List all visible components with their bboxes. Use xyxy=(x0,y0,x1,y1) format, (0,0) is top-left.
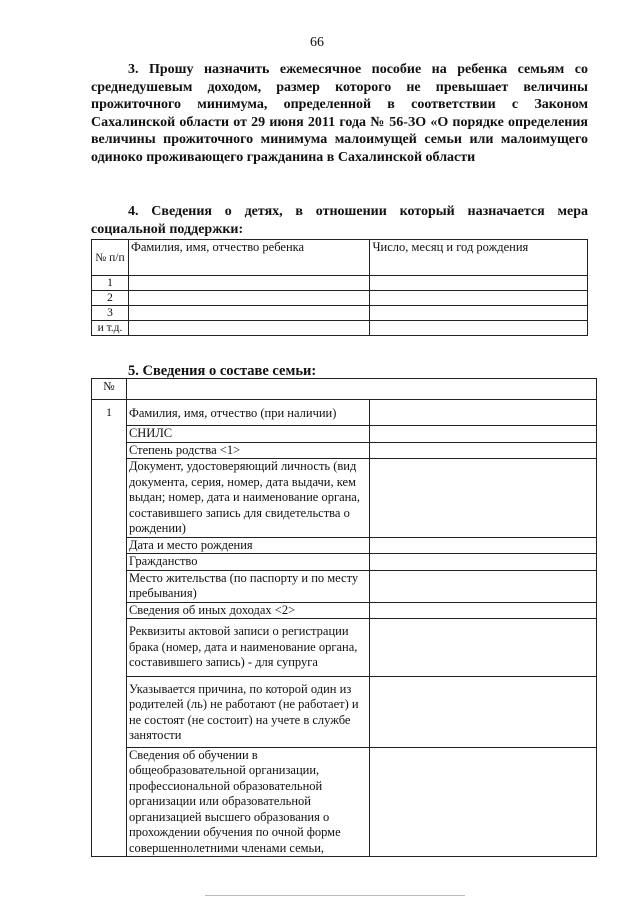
row-number: 2 xyxy=(92,291,129,306)
header-blank xyxy=(126,379,596,400)
table-row xyxy=(92,570,597,602)
family-composition-table xyxy=(91,378,597,857)
section-4-heading: 4. Сведения о детях, в отношении который назначается мера социальной поддержки: xyxy=(91,204,588,237)
field-label: Сведения об иных доходах <2> xyxy=(126,602,369,619)
member-number: 1 xyxy=(92,400,127,857)
birth-date-cell[interactable] xyxy=(370,291,588,306)
field-label: Указывается причина, по которой один из родителей (ль) не работают (не работает) и не состоят (не состоит) на учете в службе занятости xyxy=(126,676,369,747)
table-row xyxy=(92,459,597,538)
table-row xyxy=(92,321,588,336)
table-row xyxy=(92,747,597,857)
family-table-header xyxy=(92,379,597,400)
header-child-name: Фамилия, имя, отчество ребенка xyxy=(128,240,369,276)
table-row xyxy=(92,554,597,571)
field-value[interactable] xyxy=(369,400,596,426)
row-number: 1 xyxy=(92,276,129,291)
header-num: № п/п xyxy=(92,240,129,276)
field-label: Гражданство xyxy=(126,554,369,571)
section-3-paragraph: 3. Прошу назначить ежемесячное пособие на ребенка семьям со среднедушевым доходом, размер которого не превышает величины прожиточного минимума, определенной в соответствии с Законом Сахалинской области от 29 июня 2011 года № 56-ЗО «О порядке определения величины прожиточного минимума малоимущей семьи или малоимущего одиноко проживающего гражданина в Сахалинской области xyxy=(91,62,588,165)
field-label: Место жительства (по паспорту и по месту пребывания) xyxy=(126,570,369,602)
field-label: Документ, удостоверяющий личность (вид документа, серия, номер, дата выдачи, кем выдан; номер, дата и наименование органа, составившего запись для свидетельства о рождении) xyxy=(126,459,369,538)
field-value[interactable] xyxy=(369,442,596,459)
child-name-cell[interactable] xyxy=(128,276,369,291)
field-value[interactable] xyxy=(369,570,596,602)
table-row xyxy=(92,426,597,443)
field-value[interactable] xyxy=(369,426,596,443)
field-value[interactable] xyxy=(369,537,596,554)
field-value[interactable] xyxy=(369,602,596,619)
row-number: и т.д. xyxy=(92,321,129,336)
child-name-cell[interactable] xyxy=(128,321,369,336)
field-value[interactable] xyxy=(369,676,596,747)
table-row xyxy=(92,400,597,426)
birth-date-cell[interactable] xyxy=(370,276,588,291)
field-value[interactable] xyxy=(369,459,596,538)
field-label: Дата и место рождения xyxy=(126,537,369,554)
field-value[interactable] xyxy=(369,619,596,677)
field-value[interactable] xyxy=(369,747,596,857)
footer-divider xyxy=(205,895,465,896)
birth-date-cell[interactable] xyxy=(370,306,588,321)
birth-date-cell[interactable] xyxy=(370,321,588,336)
children-table xyxy=(91,239,588,336)
child-name-cell[interactable] xyxy=(128,306,369,321)
field-label: СНИЛС xyxy=(126,426,369,443)
field-label: Степень родства <1> xyxy=(126,442,369,459)
table-row xyxy=(92,291,588,306)
table-row xyxy=(92,676,597,747)
table-row xyxy=(92,442,597,459)
child-name-cell[interactable] xyxy=(128,291,369,306)
section-5-heading: 5. Сведения о составе семьи: xyxy=(128,363,317,379)
table-row xyxy=(92,537,597,554)
field-label: Фамилия, имя, отчество (при наличии) xyxy=(126,400,369,426)
row-number: 3 xyxy=(92,306,129,321)
header-birth-date: Число, месяц и год рождения xyxy=(370,240,588,276)
header-num: № xyxy=(92,379,127,400)
field-label: Сведения об обучении в общеобразовательной организации, профессиональной образовательной организации или образовательной организацией высшего образования о прохождении обучения по очной форме совершеннолетними членами семьи, xyxy=(126,747,369,857)
table-row xyxy=(92,602,597,619)
children-table-header xyxy=(92,240,588,276)
field-label: Реквизиты актовой записи о регистрации брака (номер, дата и наименование органа, составившего запись) - для супруга xyxy=(126,619,369,677)
page-number: 66 xyxy=(310,35,324,50)
table-row xyxy=(92,276,588,291)
field-value[interactable] xyxy=(369,554,596,571)
table-row xyxy=(92,619,597,677)
table-row xyxy=(92,306,588,321)
